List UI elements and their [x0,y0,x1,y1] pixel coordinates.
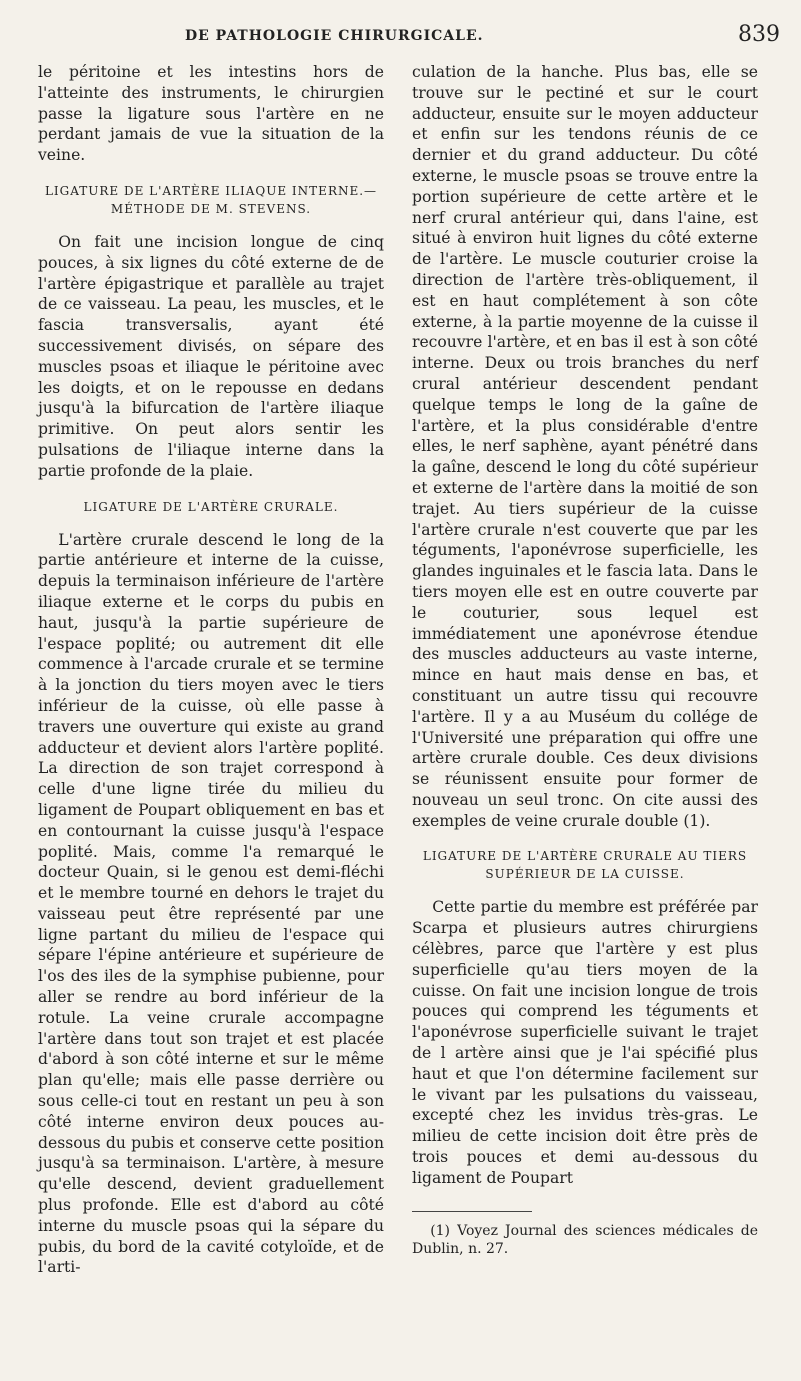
right-column [412,62,758,1258]
page-header [40,18,780,54]
paragraph-stevens-method: On fait une incision longue de cinq pouces, à six lignes du côté externe de de l'artère épigastrique et parallèle au trajet de ce vaisseau. La peau, les muscles, et le fascia transversalis, ayant été successivement divisés, on sépare des muscles psoas et iliaque le péritoine avec les doigts, et on le repousse en dedans jusqu'à la bifurcation de l'artère iliaque primitive. On peut alors sentir les pulsations de l'iliaque interne dans la partie profonde de la plaie. [38,232,384,480]
footnote-divider [412,1211,532,1212]
section-heading-tiers-superieur: LIGATURE DE L'ARTÈRE CRURALE AU TIERS SUPÉRIEUR DE LA CUISSE. [422,849,748,882]
paragraph-scarpa: Cette partie du membre est préférée par Scarpa et plusieurs autres chirurgiens célèbres, parce que l'artère y est plus superficielle qu'au tiers moyen de la cuisse. On fait une incision longue de trois pouces qui comprend les téguments et l'aponévrose superficielle suivant le trajet de l artère ainsi que je l'ai spécifié plus haut et que l'on détermine facilement sur le vivant par les pulsations du vaisseau, excepté chez les invidus très-gras. Le milieu de cette incision doit être près de trois pouces et demi au-dessous du ligament de Poupart [412,898,758,1187]
page-number: 839 [738,22,780,47]
left-column [38,62,384,1278]
running-head: DE PATHOLOGIE CHIRURGICALE. [185,28,484,44]
paragraph-crurale-continued: culation de la hanche. Plus bas, elle se trouve sur le pectiné et sur le court adducteur, ensuite sur le moyen adducteur et enfin sur les tendons réunis de ce dernier et du grand adducteur. Du côté externe, le muscle psoas se trouve entre la portion supérieure de cette artère et le nerf crural antérieur qui, dans l'aine, est situé à environ huit lignes du côté externe de l'artère. Le muscle couturier croise la direction de l'artère très-obliquement, il est en haut complétement à son côte externe, à la partie moyenne de la cuisse il recouvre l'artère, et en bas il est à son côté interne. Deux ou trois branches du nerf crural antérieur descendent pendant quelque temps le long de la gaîne de l'artère, et la plus considérable d'entre elles, le nerf saphène, ayant pénétré dans la gaîne, descend le long du côté supérieur et externe de l'artère dans la moitié de son trajet. Au tiers supérieur de la cuisse l'artère crurale n'est couverte que par les téguments, l'aponévrose superficielle, les glandes inguinales et le fascia lata. Dans le tiers moyen elle est en outre couverte par le couturier, sous lequel est immédiatement une aponévrose étendue des muscles adducteurs au vaste interne, mince en haut mais dense en bas, et constituant un autre tissu qui recouvre l'artère. Il y a au Muséum du collége de l'Université une préparation qui offre une artère crurale double. Ces deux divisions se réunissent ensuite pour former de nouveau un seul tronc. On cite aussi des exemples de veine crurale double (1). [412,63,758,830]
section-heading-iliaque-interne: LIGATURE DE L'ARTÈRE ILIAQUE INTERNE.— MÉTHODE DE M. STEVENS. [44,183,378,216]
paragraph-crurale-anatomy: L'artère crurale descend le long de la partie antérieure et interne de la cuisse, depuis la terminaison inférieure de l'artère iliaque externe et le corps du pubis en haut, jusqu'à la partie supérieure de l'espace poplité; ou autrement dit elle commence à l'arcade crurale et se termine à la jonction du tiers moyen avec le tiers inférieur de la cuisse, où elle passe à travers une ouverture qui existe au grand adducteur et devient alors l'artère poplité. La direction de son trajet correspond à celle d'une ligne tirée du milieu du ligament de Poupart obliquement en bas et en contournant la cuisse jusqu'à l'espace poplité. Mais, comme l'a remarqué le docteur Quain, si le genou est demi-fléchi et le membre tourné en dehors le trajet du vaisseau peut être représenté par une ligne partant du milieu de l'espace qui sépare l'épine antérieure et supérieure de l'os des iles de la symphise pubienne, pour aller se rendre au bord inférieur de la rotule. La veine crurale accompagne l'artère dans tout son trajet et est placée d'abord à son côté interne et sur le même plan qu'elle; mais elle passe derrière ou sous celle-ci tout en restant un peu à son côté interne environ deux pouces au-dessous du pubis et conserve cette position jusqu'à sa terminaison. L'artère, à mesure qu'elle descend, devient graduellement plus profonde. Elle est d'abord au côté interne du muscle psoas qui la sépare du pubis, du bord de la cavité cotyloïde, et de l'arti- [38,530,384,1277]
footnote: (1) Voyez Journal des sciences médicales de Dublin, n. 27. [412,1222,758,1257]
section-heading-crurale: LIGATURE DE L'ARTÈRE CRURALE. [83,499,339,514]
paragraph-continuation: le péritoine et les intestins hors de l'atteinte des instruments, le chirurgien passe la ligature sous l'artère en ne perdant jamais de vue la situation de la veine. [38,63,384,165]
